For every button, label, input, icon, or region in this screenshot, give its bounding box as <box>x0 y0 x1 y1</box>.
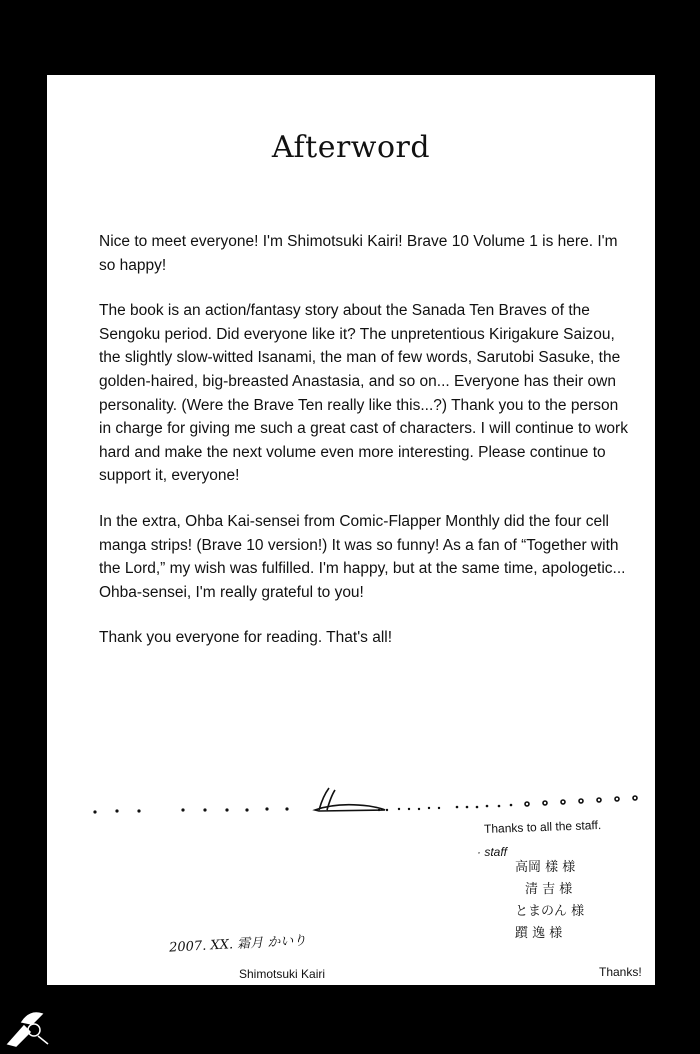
author-name: Shimotsuki Kairi <box>239 967 326 981</box>
staff-label: · staff <box>477 845 508 859</box>
staff-name: とまのん 様 <box>515 904 585 919</box>
date-signature: 2007. XX. 霜月 かいり <box>168 933 307 956</box>
rabbit-doodle-icon <box>87 780 647 820</box>
page-title: Afterword <box>271 130 431 165</box>
staff-name: 躓 逸 様 <box>515 926 563 941</box>
scanlation-logo-icon <box>4 1004 50 1048</box>
paragraph: The book is an action/fantasy story about the Sanada Ten Braves of the Sengoku period. Did everyone like it? The unpretentious Kirigakure Saizou, the slightly slow-witted Isanami, the man of few words, Sarutobi Sasuke, the golden-haired, big-breasted Anastasia, and so on... Everyone has their own personality. (Were the Brave Ten really like this...?) Thank you to the person in charge for giving me such a great cast of characters. I will continue to work hard and make the next volume even more interesting. Please continue to support it, everyone! <box>99 302 628 485</box>
paragraph: Nice to meet everyone! I'm Shimotsuki Kairi! Brave 10 Volume 1 is here. I'm so happy! <box>99 233 618 274</box>
staff-list <box>515 857 584 945</box>
thanks-to-staff: Thanks to all the staff. <box>483 817 602 837</box>
staff-name: 清 吉 様 <box>525 882 573 897</box>
dotted-line-with-rabbit <box>87 780 647 820</box>
afterword-body <box>99 230 629 672</box>
thanks-text: Thanks! <box>599 965 642 979</box>
afterword-page <box>47 75 655 985</box>
staff-name: 高岡 樣 様 <box>515 860 576 875</box>
paragraph: In the extra, Ohba Kai-sensei from Comic-Flapper Monthly did the four cell manga strips! (Brave 10 version!) It was so funny! As a fan of “Together with the Lord,” my wish was fulfilled. I'm happy, but at the same time, apologetic... Ohba-sensei, I'm really grateful to you! <box>99 512 626 601</box>
paragraph: Thank you everyone for reading. That's all! <box>99 629 393 647</box>
